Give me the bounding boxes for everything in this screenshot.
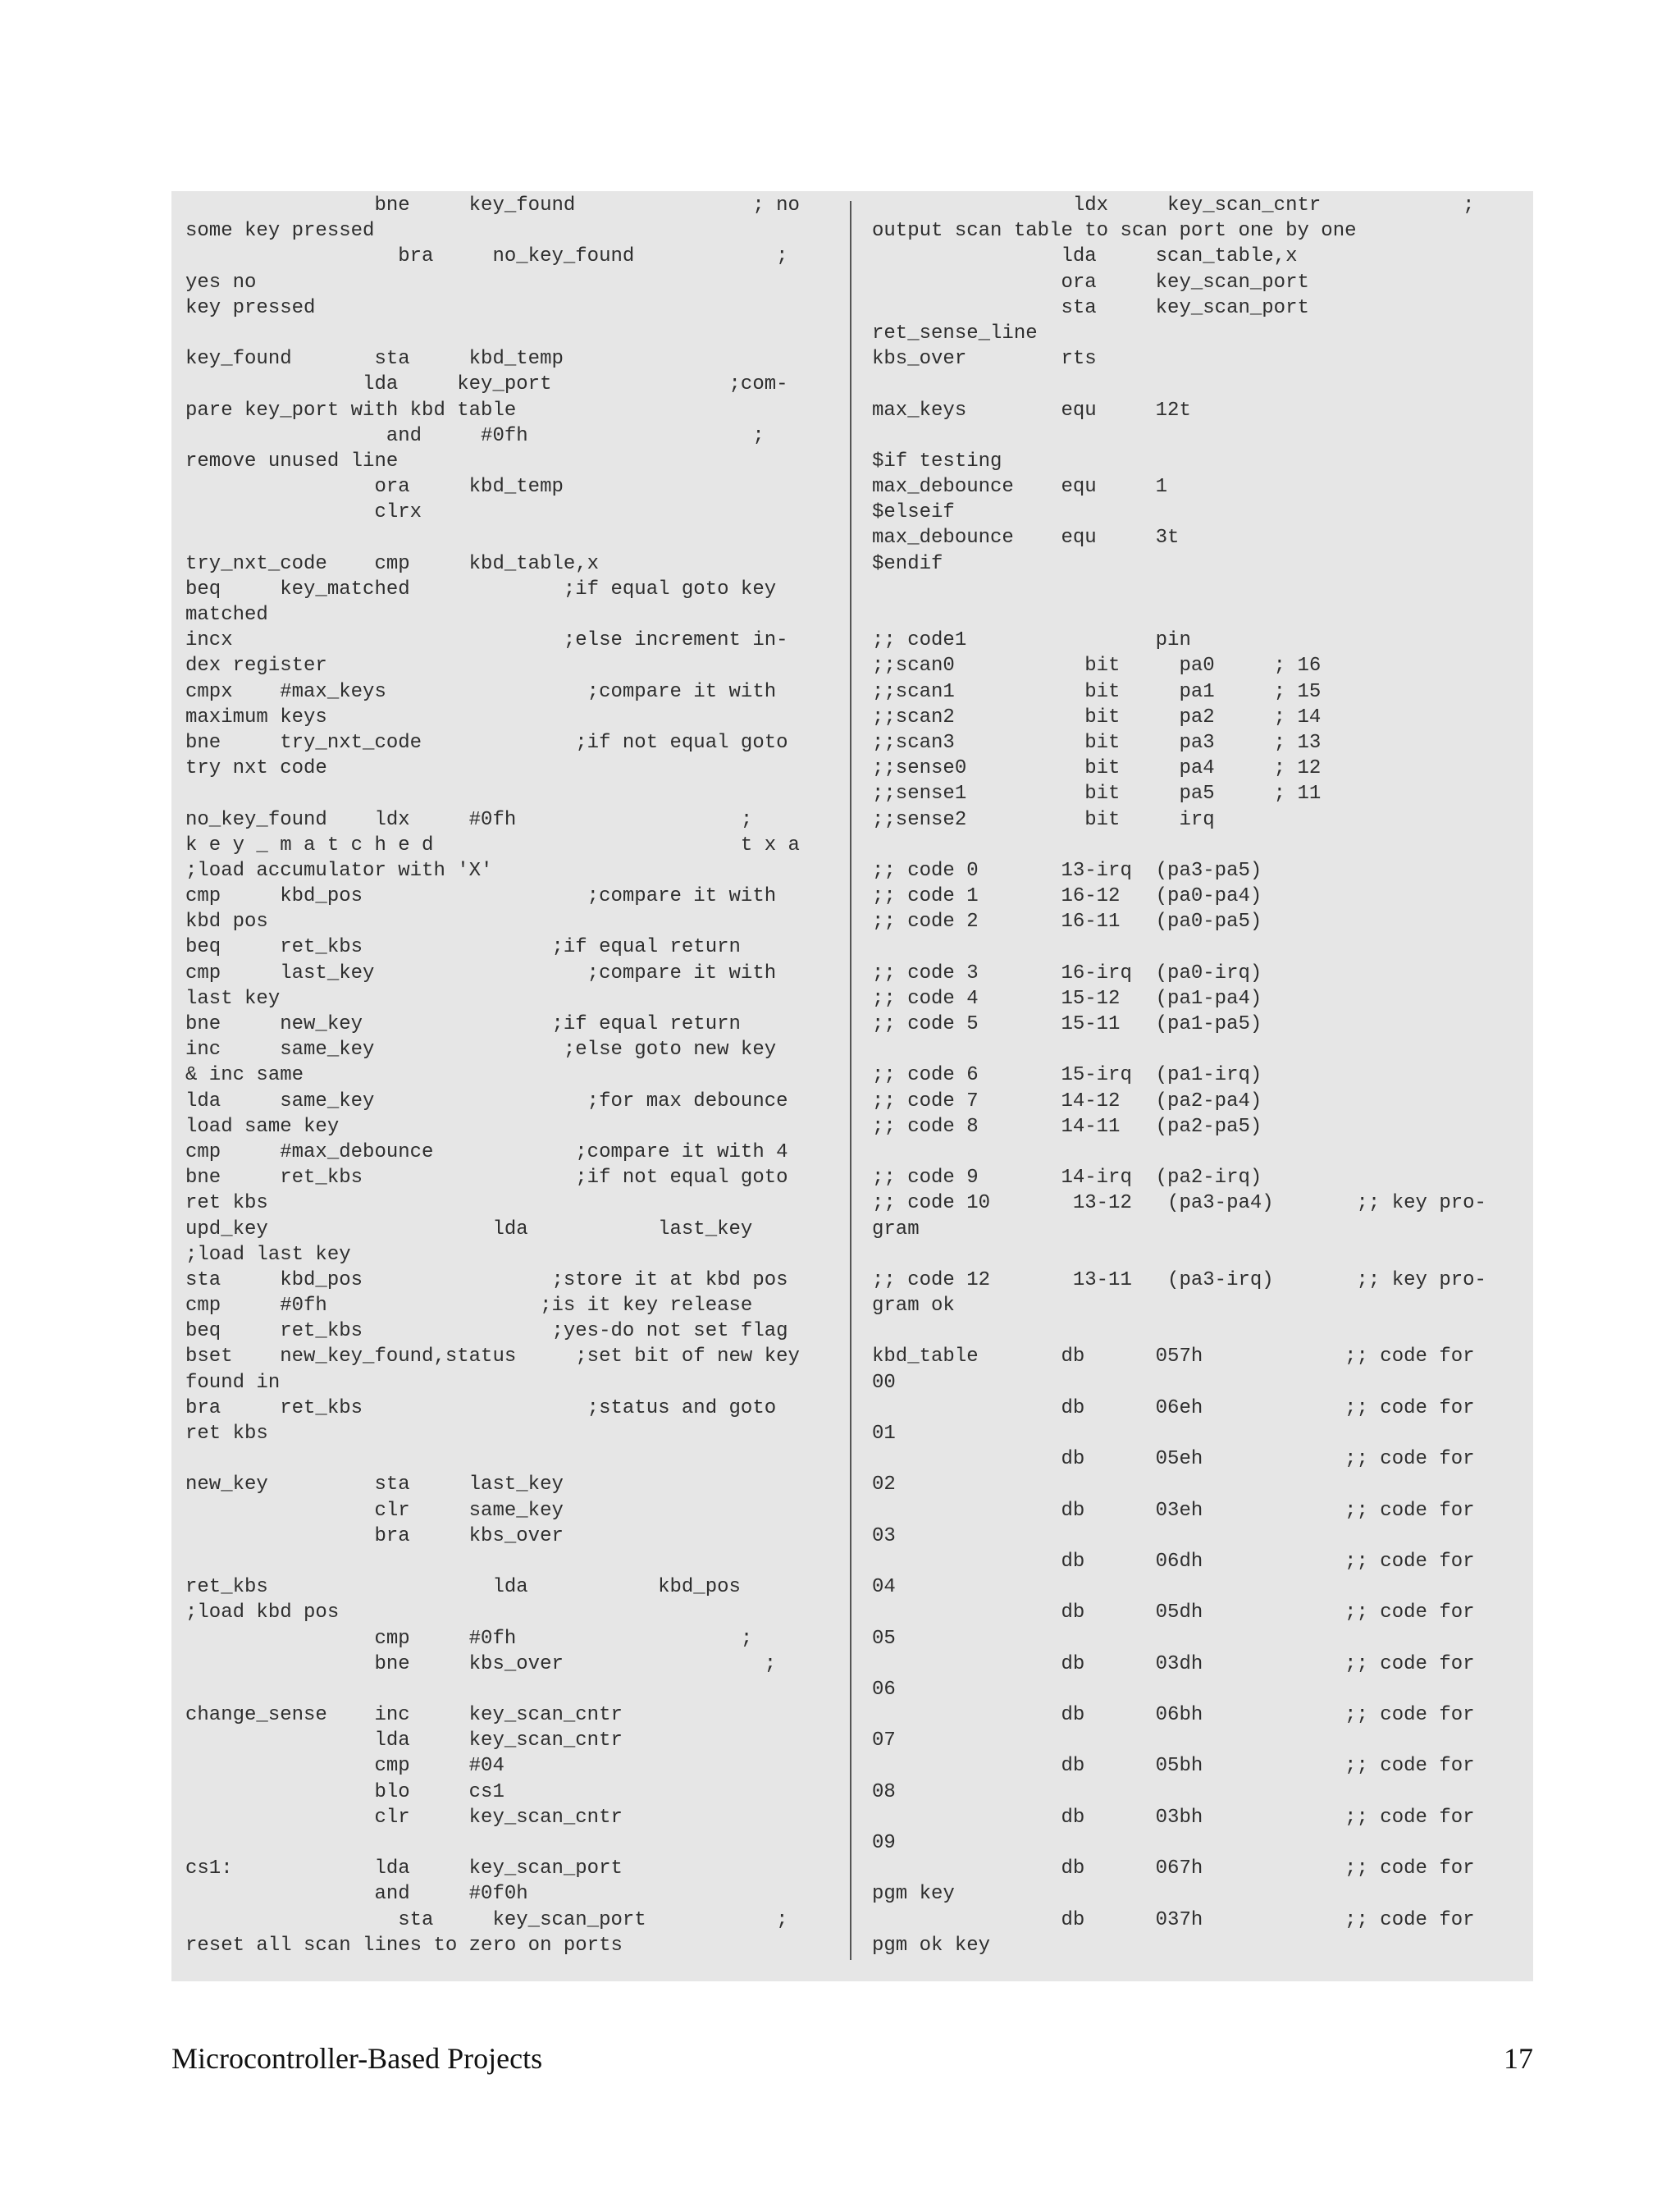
code-line: bra no_key_found ; (185, 245, 788, 268)
code-line: ;; code 8 14-11 (pa2-pa5) (872, 1115, 1262, 1138)
code-line (872, 1242, 1486, 1268)
code-line: output scan table to scan port one by one (872, 220, 1357, 243)
code-line (872, 1318, 1486, 1344)
footer-book-title: Microcontroller-Based Projects (171, 2042, 543, 2075)
code-line: 06 (872, 1678, 896, 1701)
code-line: 07 (872, 1729, 896, 1752)
code-line: $elseif (872, 501, 955, 524)
code-line: new_key sta last_key (185, 1473, 564, 1496)
code-line: last key (185, 987, 281, 1010)
code-line: cmp #0fh ; (185, 1627, 753, 1650)
code-line: ;; code 4 15-12 (pa1-pa4) (872, 987, 1262, 1010)
code-line (185, 781, 800, 806)
code-line: db 03dh ;; code for (872, 1652, 1475, 1675)
code-line: beq ret_kbs ;if equal return (185, 936, 741, 959)
code-line: ;;scan1 bit pa1 ; 15 (872, 680, 1322, 703)
code-line: ldx key_scan_cntr ; (872, 194, 1475, 217)
code-line: upd_key lda last_key (185, 1217, 753, 1240)
code-line: lda key_port ;com- (185, 373, 788, 396)
code-line: cmp #max_debounce ;compare it with 4 (185, 1140, 788, 1163)
code-line: bne new_key ;if equal return (185, 1013, 741, 1035)
code-line: sta key_scan_port ; (185, 1908, 788, 1931)
code-line: ;; code 9 14-irq (pa2-irq) (872, 1167, 1262, 1190)
code-line: bne ret_kbs ;if not equal goto (185, 1167, 788, 1190)
code-line: and #0fh ; (185, 424, 765, 447)
code-line: key_found sta kbd_temp (185, 348, 564, 371)
code-line: clr same_key (185, 1499, 564, 1522)
code-line: beq key_matched ;if equal goto key (185, 578, 777, 601)
code-line: change_sense inc key_scan_cntr (185, 1704, 623, 1727)
code-line: db 06eh ;; code for (872, 1396, 1475, 1419)
code-line: ;load kbd pos (185, 1601, 340, 1624)
code-line (185, 1549, 800, 1574)
code-line: gram ok (872, 1295, 955, 1318)
code-line: ;; code 10 13-12 (pa3-pa4) ;; key pro- (872, 1192, 1486, 1215)
code-line (872, 602, 1486, 628)
code-line: ret kbs (185, 1192, 268, 1215)
code-line: ret kbs (185, 1423, 268, 1445)
code-line: ;;scan0 bit pa0 ; 16 (872, 655, 1322, 678)
code-line: cs1: lda key_scan_port (185, 1857, 623, 1880)
code-line: found in (185, 1371, 281, 1394)
code-line: $if testing (872, 450, 1002, 473)
code-line: sta kbd_pos ;store it at kbd pos (185, 1268, 788, 1291)
code-line: cmpx #max_keys ;compare it with (185, 680, 777, 703)
code-line: yes no (185, 271, 257, 294)
code-line: ;;sense2 bit irq (872, 808, 1215, 831)
code-line: 01 (872, 1423, 896, 1445)
column-divider (850, 201, 851, 1960)
code-line: bne key_found ; no (185, 194, 800, 217)
code-line: lda same_key ;for max debounce (185, 1090, 788, 1112)
code-line: db 03eh ;; code for (872, 1499, 1475, 1522)
code-line (872, 1140, 1486, 1165)
code-line: dex register (185, 655, 327, 678)
code-line (185, 321, 800, 346)
code-line: kbd_table db 057h ;; code for (872, 1345, 1475, 1368)
code-line: cmp last_key ;compare it with (185, 962, 777, 985)
code-line: db 067h ;; code for (872, 1857, 1475, 1880)
code-line (872, 577, 1486, 602)
code-line: ;; code 5 15-11 (pa1-pa5) (872, 1013, 1262, 1035)
code-line: db 06bh ;; code for (872, 1704, 1475, 1727)
code-line: lda key_scan_cntr (185, 1729, 623, 1752)
code-line (872, 833, 1486, 858)
code-line: bra kbs_over (185, 1524, 564, 1547)
code-line (872, 423, 1486, 449)
code-line: db 05dh ;; code for (872, 1601, 1475, 1624)
code-line: ;load accumulator with 'X' (185, 859, 493, 882)
code-column-left (185, 193, 800, 1958)
code-line: ret_kbs lda kbd_pos (185, 1576, 741, 1599)
code-line: ora kbd_temp (185, 476, 564, 499)
code-line: k e y _ m a t c h e d t x a (185, 834, 800, 857)
code-line: max_debounce equ 3t (872, 527, 1180, 550)
code-line: bset new_key_found,status ;set bit of new key (185, 1345, 800, 1368)
code-line (872, 1037, 1486, 1062)
code-line: & inc same (185, 1064, 304, 1087)
code-line: key pressed (185, 296, 316, 319)
code-line: db 05eh ;; code for (872, 1448, 1475, 1471)
code-line: ret_sense_line (872, 322, 1038, 345)
code-line: and #0f0h (185, 1883, 528, 1906)
code-line: load same key (185, 1115, 340, 1138)
code-line: ;; code 3 16-irq (pa0-irq) (872, 962, 1262, 985)
code-line (872, 934, 1486, 960)
code-line: gram (872, 1217, 920, 1240)
code-line: ;;scan3 bit pa3 ; 13 (872, 731, 1322, 754)
code-line: 03 (872, 1524, 896, 1547)
code-line: cmp #04 (185, 1755, 504, 1778)
code-line: lda scan_table,x (872, 245, 1298, 268)
code-line (185, 525, 800, 550)
code-column-right (872, 193, 1486, 1958)
code-line: pgm key (872, 1883, 955, 1906)
code-line: ;; code 0 13-irq (pa3-pa5) (872, 859, 1262, 882)
code-line: try nxt code (185, 757, 327, 780)
code-line (185, 1677, 800, 1702)
code-line: ;;sense1 bit pa5 ; 11 (872, 783, 1322, 806)
code-line: max_keys equ 12t (872, 399, 1191, 422)
code-line: ;; code 12 13-11 (pa3-irq) ;; key pro- (872, 1268, 1486, 1291)
code-line: blo cs1 (185, 1780, 504, 1803)
code-line: ;; code 7 14-12 (pa2-pa4) (872, 1090, 1262, 1112)
code-line: pgm ok key (872, 1934, 991, 1957)
code-line: db 03bh ;; code for (872, 1806, 1475, 1829)
page-number: 17 (1504, 2042, 1533, 2075)
code-line: bne kbs_over ; (185, 1652, 777, 1675)
code-line: ;;sense0 bit pa4 ; 12 (872, 757, 1322, 780)
code-line: ;; code 2 16-11 (pa0-pa5) (872, 911, 1262, 934)
code-line (185, 1830, 800, 1856)
code-line: beq ret_kbs ;yes-do not set flag (185, 1320, 788, 1343)
code-line: db 06dh ;; code for (872, 1550, 1475, 1573)
code-line: remove unused line (185, 450, 399, 473)
code-line: ;; code 6 15-irq (pa1-irq) (872, 1064, 1262, 1087)
code-line: reset all scan lines to zero on ports (185, 1934, 623, 1957)
code-line: ;;scan2 bit pa2 ; 14 (872, 706, 1322, 729)
code-line: cmp kbd_pos ;compare it with (185, 885, 777, 908)
code-line: 09 (872, 1832, 896, 1854)
code-line: matched (185, 604, 268, 626)
code-line: 04 (872, 1576, 896, 1599)
code-line: bne try_nxt_code ;if not equal goto (185, 731, 788, 754)
code-line: max_debounce equ 1 (872, 476, 1168, 499)
code-line: sta key_scan_port (872, 296, 1309, 319)
code-line: inc same_key ;else goto new key (185, 1039, 777, 1062)
code-line: clrx (185, 501, 422, 524)
code-line: ;; code 1 16-12 (pa0-pa4) (872, 885, 1262, 908)
code-line: no_key_found ldx #0fh ; (185, 808, 753, 831)
code-line: ;; code1 pin (872, 629, 1191, 652)
code-line: kbs_over rts (872, 348, 1097, 371)
code-line: db 05bh ;; code for (872, 1755, 1475, 1778)
code-line: clr key_scan_cntr (185, 1806, 623, 1829)
code-line: ;load last key (185, 1243, 351, 1266)
code-line: bra ret_kbs ;status and goto (185, 1396, 777, 1419)
code-line: incx ;else increment in- (185, 629, 788, 652)
code-line: pare key_port with kbd table (185, 399, 517, 422)
code-line (185, 1446, 800, 1472)
code-line: try_nxt_code cmp kbd_table,x (185, 552, 600, 575)
code-line: ora key_scan_port (872, 271, 1309, 294)
code-line: 08 (872, 1780, 896, 1803)
code-line: kbd pos (185, 911, 268, 934)
code-line: 02 (872, 1473, 896, 1496)
code-line: $endif (872, 552, 943, 575)
code-line: 00 (872, 1371, 896, 1394)
code-line: maximum keys (185, 706, 327, 729)
code-line (872, 372, 1486, 397)
code-line: db 037h ;; code for (872, 1908, 1475, 1931)
code-line: 05 (872, 1627, 896, 1650)
code-line: some key pressed (185, 220, 375, 243)
code-line: cmp #0fh ;is it key release (185, 1295, 753, 1318)
